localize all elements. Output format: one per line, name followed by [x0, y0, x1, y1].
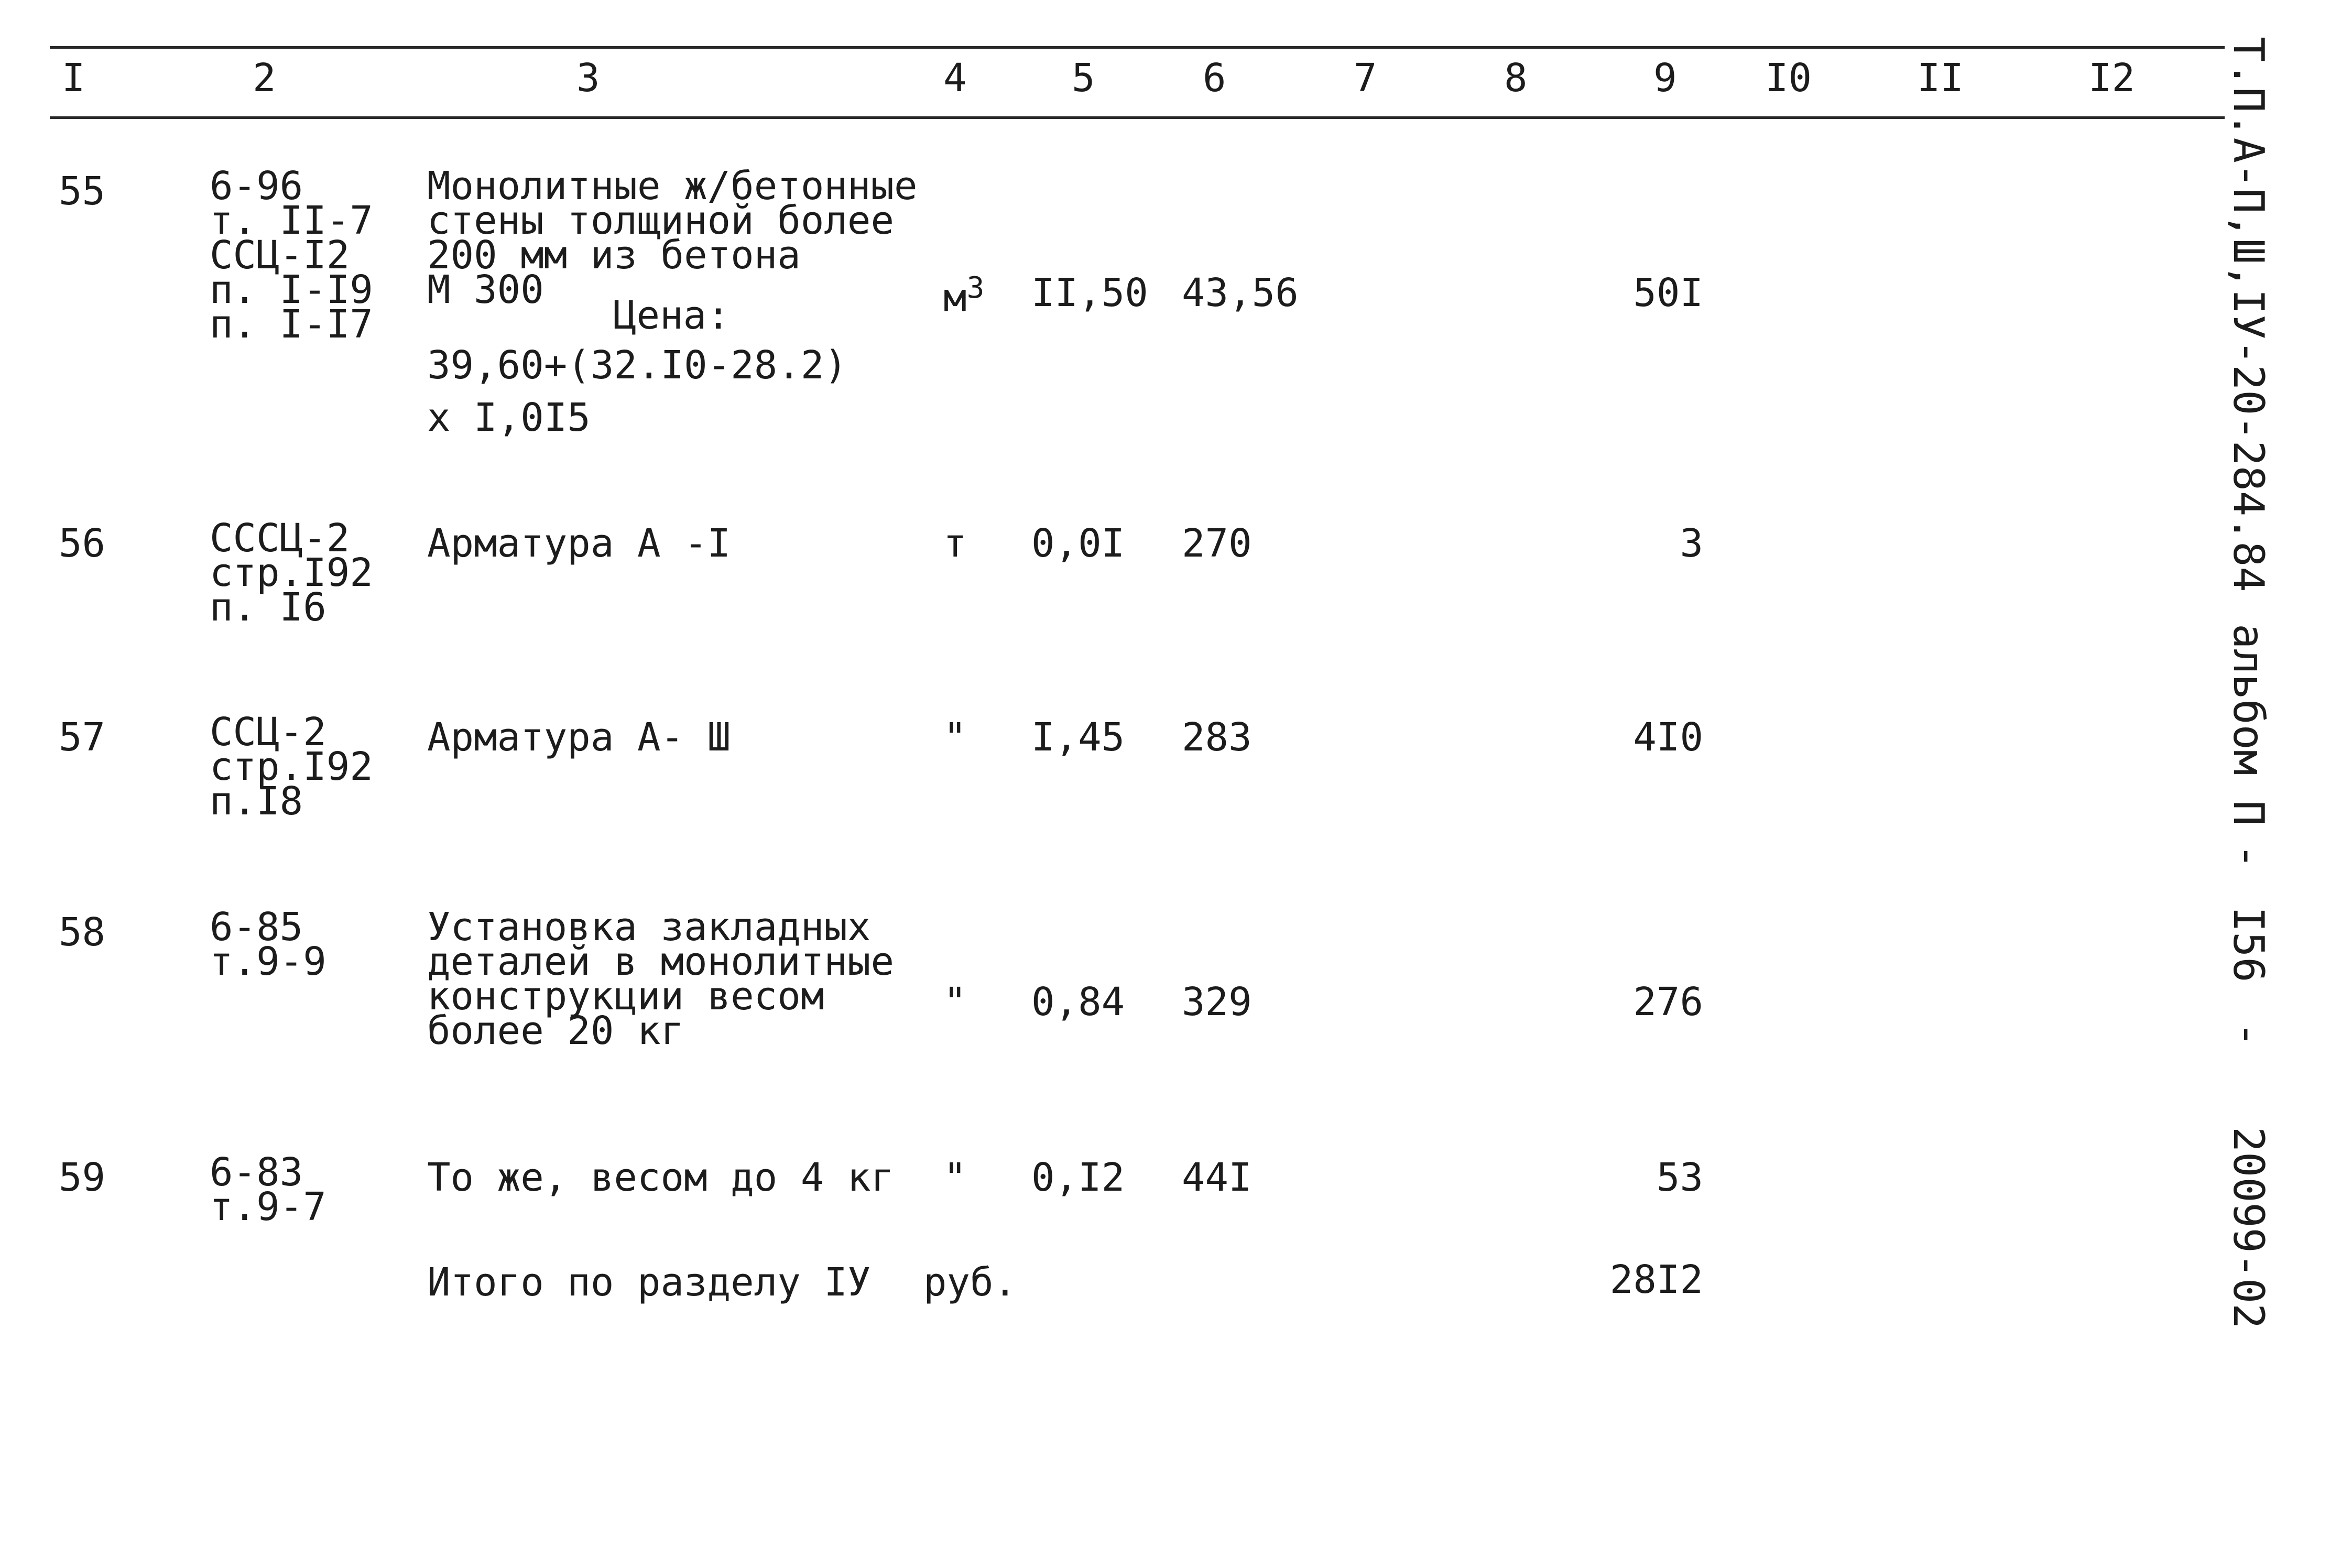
side-dash-1: -: [2224, 844, 2273, 869]
row-unit: ": [943, 979, 967, 1025]
row-quantity: II,50: [1031, 270, 1148, 315]
row-total: 4I0: [1633, 715, 1703, 760]
row-quantity: 0,I2: [1031, 1155, 1125, 1200]
col-header-7: 7: [1354, 56, 1377, 101]
row-number: 57: [59, 715, 106, 760]
row-quantity: I,45: [1031, 715, 1125, 760]
side-album: альбом П: [2224, 624, 2273, 826]
row-code: 6-83 т.9-7: [210, 1150, 326, 1229]
col-header-2: 2: [253, 56, 276, 101]
row-unit: т: [943, 521, 967, 566]
col-header-10: I0: [1765, 56, 1812, 101]
row-code: 6-96 т. II-7 ССЦ-I2 п. I-I9 п. I-I7: [210, 164, 373, 347]
col-header-1: I: [62, 56, 85, 101]
header-bottom-rule: [50, 116, 2225, 119]
unit-text: м: [943, 275, 967, 321]
side-document-code: 20099-02: [2224, 1127, 2273, 1329]
col-header-5: 5: [1072, 56, 1095, 101]
row-code: СССЦ-2 стр.I92 п. I6: [210, 516, 373, 630]
row-total: 53: [1656, 1155, 1703, 1200]
col-header-12: I2: [2088, 56, 2136, 101]
row-name: Установка закладных деталей в монолитные конструкции весом более 20 кг: [427, 905, 895, 1053]
row-price: 44I: [1182, 1155, 1252, 1200]
row-number: 58: [59, 910, 106, 955]
row-price: 329: [1182, 979, 1252, 1025]
col-header-6: 6: [1203, 56, 1226, 101]
row-number: 55: [59, 169, 106, 214]
row-price: 43,56: [1182, 270, 1299, 315]
side-project-code: Т.П.А-П,Ш,IУ-20-284.84: [2224, 37, 2273, 592]
row-unit: ": [943, 1155, 967, 1200]
price-formula: 39,60+(32.I0-28.2): [427, 343, 847, 388]
header-top-rule: [50, 46, 2225, 49]
price-formula-multiplier: х I,0I5: [427, 395, 591, 440]
section-total-label: Итого по разделу IУ: [427, 1260, 871, 1305]
col-header-8: 8: [1504, 56, 1528, 101]
side-stamp: [2212, 37, 2273, 1347]
row-total: 276: [1633, 979, 1703, 1025]
side-page-number: I56: [2224, 907, 2273, 983]
row-price: 283: [1182, 715, 1252, 760]
row-name: Арматура А- Ш: [427, 715, 731, 760]
unit-superscript: 3: [966, 271, 985, 305]
row-total: 50I: [1633, 270, 1703, 315]
row-price: 270: [1182, 521, 1252, 566]
row-unit: [943, 271, 985, 321]
col-header-4: 4: [943, 56, 967, 101]
row-quantity: 0,0I: [1031, 521, 1125, 566]
row-name: То же, весом до 4 кг: [427, 1155, 895, 1200]
row-quantity: 0,84: [1031, 979, 1125, 1025]
price-label: Цена:: [613, 293, 730, 338]
row-number: 59: [59, 1155, 106, 1200]
row-name: Монолитные ж/бетонные стены толщиной более 200 мм из бетона М 300: [427, 164, 918, 312]
col-header-11: II: [1917, 56, 1964, 101]
section-total-value: 28I2: [1609, 1257, 1703, 1302]
col-header-9: 9: [1653, 56, 1677, 101]
row-code: ССЦ-2 стр.I92 п.I8: [210, 710, 373, 824]
side-dash-2: -: [2224, 1022, 2273, 1048]
col-header-3: 3: [576, 56, 600, 101]
row-unit: ": [943, 715, 967, 760]
row-total: 3: [1680, 521, 1703, 566]
row-name: Арматура А -I: [427, 521, 731, 566]
section-total-unit: руб.: [923, 1260, 1017, 1305]
row-code: 6-85 т.9-9: [210, 905, 326, 984]
row-number: 56: [59, 521, 106, 566]
